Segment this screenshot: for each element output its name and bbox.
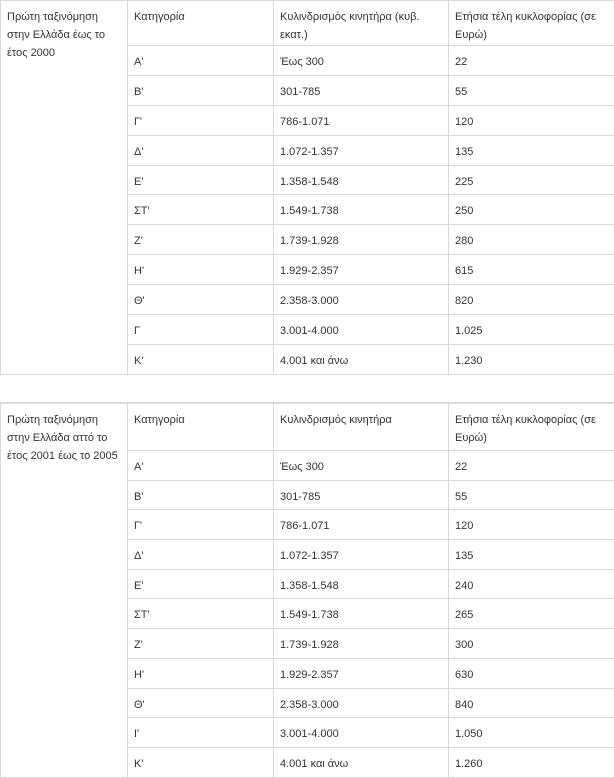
annual-fee-cell: 820 xyxy=(449,285,614,315)
category-cell: ΣΤ' xyxy=(128,195,274,225)
header-engine-capacity: Κυλινδρισμός κινητήρα xyxy=(274,404,449,451)
annual-fee-cell: 1.025 xyxy=(449,315,614,345)
annual-fee-cell: 1.050 xyxy=(449,718,614,748)
header-engine-capacity: Κυλινδρισμός κινητήρα (κυβ. εκατ.) xyxy=(274,1,449,46)
annual-fee-cell: 250 xyxy=(449,195,614,225)
category-cell: Κ' xyxy=(128,747,274,777)
engine-capacity-cell: 1.549-1.738 xyxy=(274,195,449,225)
annual-fee-cell: 225 xyxy=(449,165,614,195)
tax-table-2001-2005 xyxy=(0,403,614,778)
category-cell: ΣΤ' xyxy=(128,599,274,629)
category-cell: Ε' xyxy=(128,165,274,195)
annual-fee-cell: 300 xyxy=(449,629,614,659)
engine-capacity-cell: 786-1.071 xyxy=(274,510,449,540)
annual-fee-cell: 280 xyxy=(449,225,614,255)
annual-fee-cell: 22 xyxy=(449,451,614,481)
header-category: Κατηγορία xyxy=(128,1,274,46)
annual-fee-cell: 1.230 xyxy=(449,344,614,374)
category-cell: Ζ' xyxy=(128,629,274,659)
engine-capacity-cell: 1.358-1.548 xyxy=(274,569,449,599)
engine-capacity-cell: 1.072-1.357 xyxy=(274,135,449,165)
engine-capacity-cell: 1.929-2.357 xyxy=(274,658,449,688)
engine-capacity-cell: 2.358-3.000 xyxy=(274,688,449,718)
engine-capacity-cell: 1.929-2.357 xyxy=(274,255,449,285)
engine-capacity-cell: Έως 300 xyxy=(274,451,449,481)
category-cell: Η' xyxy=(128,658,274,688)
annual-fee-cell: 265 xyxy=(449,599,614,629)
annual-fee-cell: 22 xyxy=(449,46,614,76)
annual-fee-cell: 840 xyxy=(449,688,614,718)
engine-capacity-cell: 1.739-1.928 xyxy=(274,629,449,659)
engine-capacity-cell: 3.001-4.000 xyxy=(274,718,449,748)
category-cell: Γ' xyxy=(128,510,274,540)
category-cell: Η' xyxy=(128,255,274,285)
registration-period-label: Πρώτη ταξινόμηση στην Ελλάδα έως το έτος 2000 xyxy=(1,1,128,375)
category-cell: Γ' xyxy=(128,105,274,135)
category-cell: Δ' xyxy=(128,540,274,570)
engine-capacity-cell: 4.001 και άνω xyxy=(274,747,449,777)
annual-fee-cell: 120 xyxy=(449,105,614,135)
category-cell: Κ' xyxy=(128,344,274,374)
header-category: Κατηγορία xyxy=(128,404,274,451)
category-cell: Θ' xyxy=(128,285,274,315)
table-header-row xyxy=(1,1,614,46)
header-annual-fee: Ετήσια τέλη κυκλοφορίας (σε Ευρώ) xyxy=(449,404,614,451)
engine-capacity-cell: 786-1.071 xyxy=(274,105,449,135)
category-cell: Θ' xyxy=(128,688,274,718)
category-cell: Β' xyxy=(128,75,274,105)
engine-capacity-cell: 1.739-1.928 xyxy=(274,225,449,255)
annual-fee-cell: 55 xyxy=(449,480,614,510)
annual-fee-cell: 615 xyxy=(449,255,614,285)
annual-fee-cell: 135 xyxy=(449,135,614,165)
annual-fee-cell: 630 xyxy=(449,658,614,688)
engine-capacity-cell: 1.358-1.548 xyxy=(274,165,449,195)
engine-capacity-cell: 1.072-1.357 xyxy=(274,540,449,570)
tax-table-until-2000 xyxy=(0,0,614,375)
engine-capacity-cell: 3.001-4.000 xyxy=(274,315,449,345)
engine-capacity-cell: Έως 300 xyxy=(274,46,449,76)
engine-capacity-cell: 301-785 xyxy=(274,75,449,105)
table-header-row xyxy=(1,404,614,451)
table-gap xyxy=(0,374,614,403)
annual-fee-cell: 55 xyxy=(449,75,614,105)
engine-capacity-cell: 301-785 xyxy=(274,480,449,510)
engine-capacity-cell: 2.358-3.000 xyxy=(274,285,449,315)
category-cell: Δ' xyxy=(128,135,274,165)
category-cell: Γ xyxy=(128,315,274,345)
category-cell: Α' xyxy=(128,46,274,76)
annual-fee-cell: 120 xyxy=(449,510,614,540)
category-cell: Ι' xyxy=(128,718,274,748)
annual-fee-cell: 1.260 xyxy=(449,747,614,777)
annual-fee-cell: 240 xyxy=(449,569,614,599)
registration-period-label: Πρώτη ταξινόμηση στην Ελλάδα αττό το έτος 2001 έως το 2005 xyxy=(1,404,128,778)
category-cell: Ζ' xyxy=(128,225,274,255)
header-annual-fee: Ετήσια τέλη κυκλοφορίας (σε Ευρώ) xyxy=(449,1,614,46)
category-cell: Α' xyxy=(128,451,274,481)
annual-fee-cell: 135 xyxy=(449,540,614,570)
engine-capacity-cell: 4.001 και άνω xyxy=(274,344,449,374)
engine-capacity-cell: 1.549-1.738 xyxy=(274,599,449,629)
category-cell: Β' xyxy=(128,480,274,510)
category-cell: Ε' xyxy=(128,569,274,599)
